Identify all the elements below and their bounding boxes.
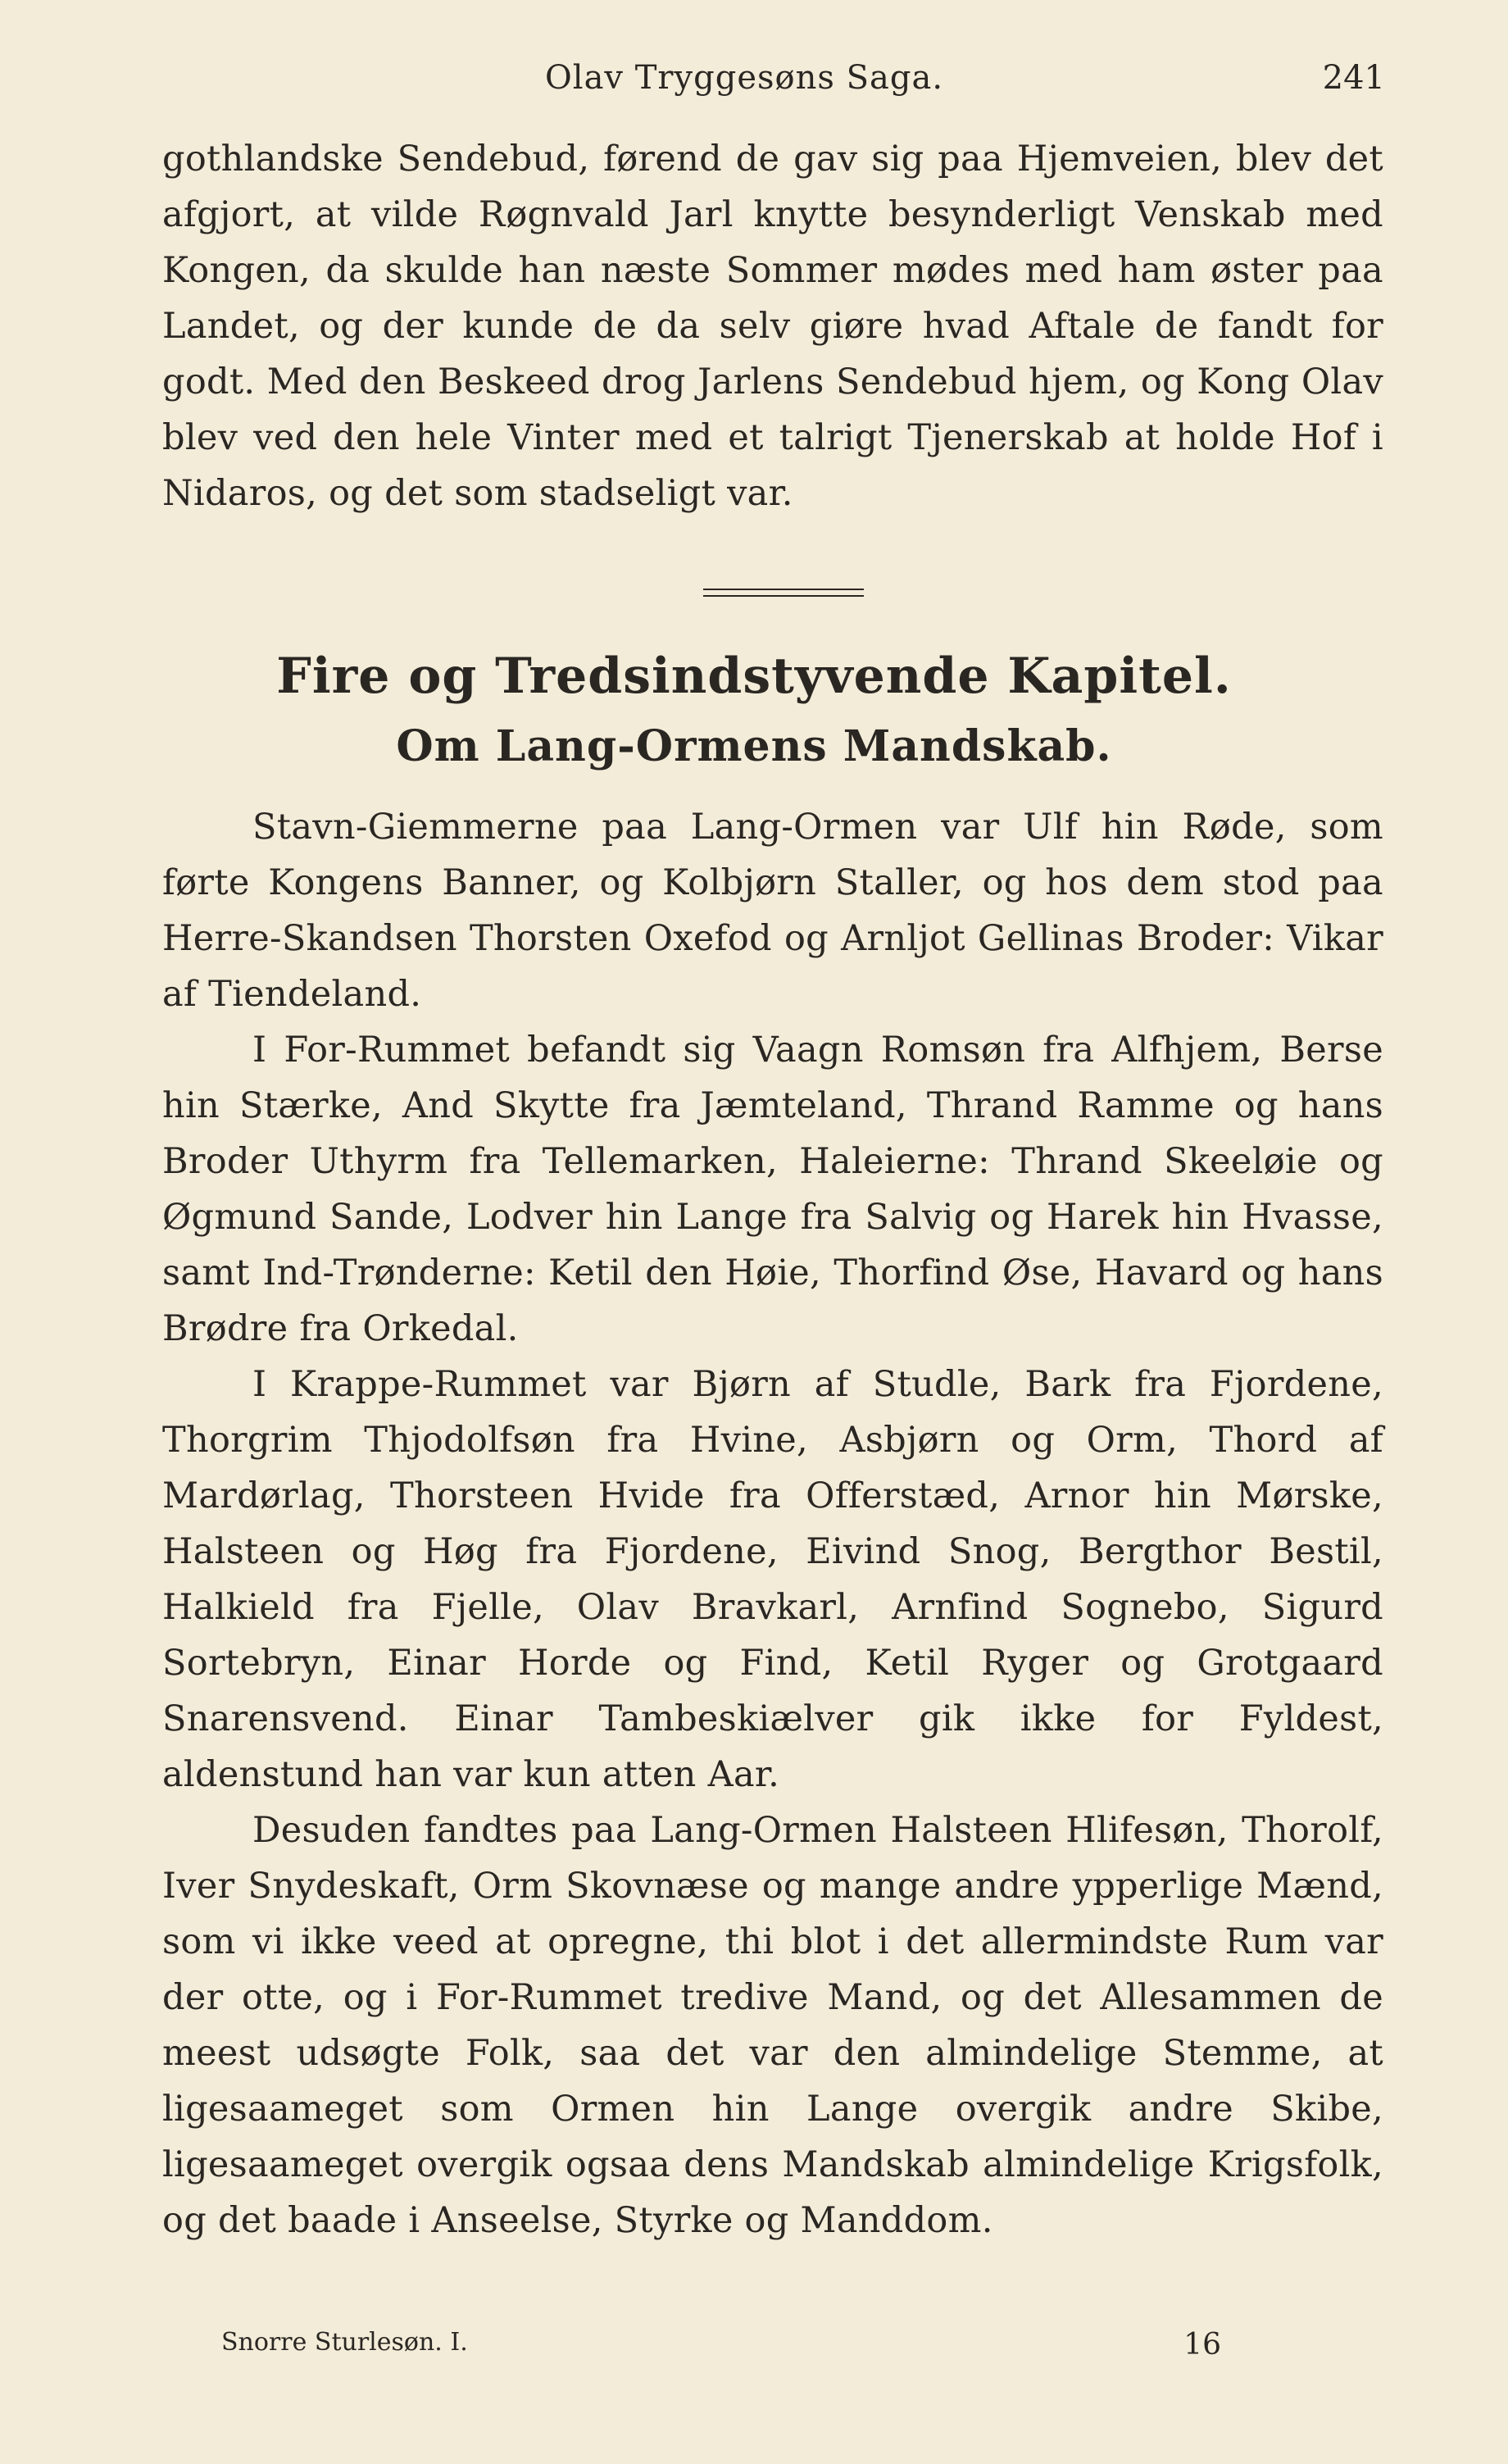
footer-author: Snorre Sturlesøn. I.	[221, 2328, 468, 2357]
intro-paragraph: gothlandske Sendebud, førend de gav sig paa Hjemveien, blev det afgjort, at vilde Røgnvald Jarl knytte besynderligt Venskab med Kongen, da skulde han næste Sommer mødes med ham øster paa Landet, og der kunde de da selv giøre hvad Aftale de fandt for godt. Med den Beskeed drog Jarlens Sendebud hjem, og Kong Olav blev ved den hele Vinter med et talrigt Tjenerskab at holde Hof i Nidaros, og det som stadseligt var.	[162, 139, 1383, 514]
paragraph: Stavn-Giemmerne paa Lang-Ormen var Ulf hin Røde, som førte Kongens Banner, og Kolbjørn Staller, og hos dem stod paa Herre-Skandsen Thorsten Oxefod og Arnljot Gellinas Broder: Vikar af Tiendeland.	[162, 807, 1383, 1015]
page-footer	[221, 2328, 1221, 2369]
section-divider-rule	[703, 589, 864, 597]
chapter-subtitle: Om Lang-Ormens Mandskab.	[396, 721, 1112, 771]
page-number: 241	[1322, 59, 1385, 97]
paragraph: I For-Rummet befandt sig Vaagn Romsøn fra Alfhjem, Berse hin Stærke, And Skytte fra Jæmteland, Thrand Ramme og hans Broder Uthyrm fra Tellemarken, Haleierne: Thrand Skeeløie og Øgmund Sande, Lodver hin Lange fra Salvig og Harek hin Hvasse, samt Ind-Trønderne: Ketil den Høie, Thorfind Øse, Havard og hans Brødre fra Orkedal.	[162, 1030, 1383, 1349]
chapter-title: Fire og Tredsindstyvende Kapitel.	[276, 648, 1232, 705]
running-title: Olav Tryggesøns Saga.	[545, 59, 944, 97]
signature-mark: 16	[1183, 2328, 1221, 2362]
intro-text-block	[162, 131, 1383, 521]
chapter-text-block	[162, 799, 1383, 2248]
paragraph: I Krappe-Rummet var Bjørn af Studle, Bark fra Fjordene, Thorgrim Thjodolfsøn fra Hvine, Asbjørn og Orm, Thord af Mardørlag, Thorsteen Hvide fra Offerstæd, Arnor hin Mørske, Halsteen og Høg fra Fjordene, Eivind Snog, Bergthor Bestil, Halkield fra Fjelle, Olav Bravkarl, Arnfind Sognebo, Sigurd Sortebryn, Einar Horde og Find, Ketil Ryger og Grotgaard Snarensvend. Einar Tambeskiælver gik ikke for Fyldest, aldenstund han var kun atten Aar.	[162, 1364, 1383, 1795]
running-head	[164, 59, 1385, 108]
paragraph: Desuden fandtes paa Lang-Ormen Halsteen Hlifesøn, Thorolf, Iver Snydeskaft, Orm Skovnæse og mange andre ypperlige Mænd, som vi ikke veed at opregne, thi blot i det allermindste Rum var der otte, og i For-Rummet tredive Mand, og det Allesammen de meest udsøgte Folk, saa det var den almindelige Stemme, at ligesaameget som Ormen hin Lange overgik andre Skibe, ligesaameget overgik ogsaa dens Mandskab almindelige Krigsfolk, og det baade i Anseelse, Styrke og Manddom.	[162, 1810, 1383, 2241]
